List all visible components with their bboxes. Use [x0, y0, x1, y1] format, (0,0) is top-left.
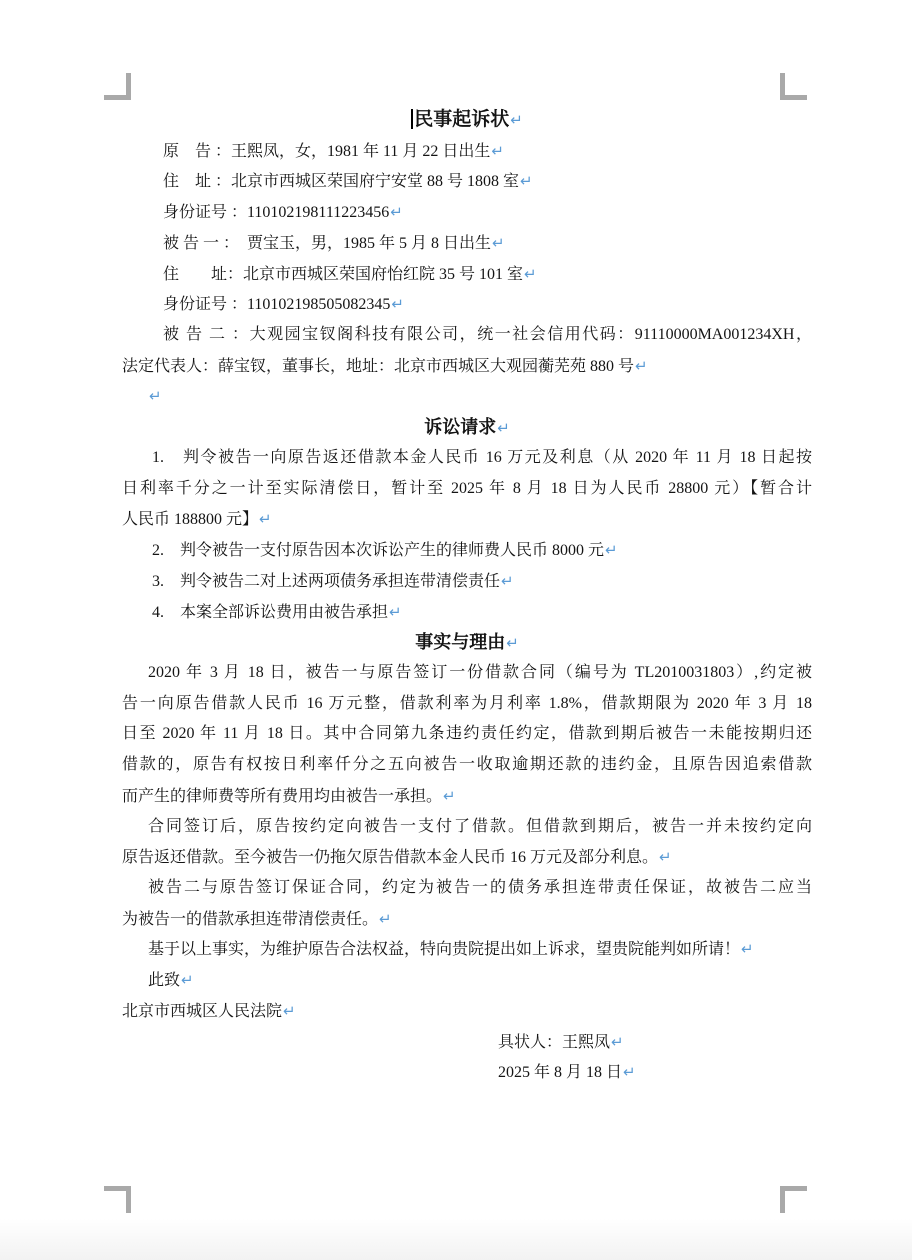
empty-paragraph-line	[122, 381, 812, 412]
claim-item4-line	[122, 597, 812, 628]
paragraph-mark-icon: ↵	[390, 203, 403, 222]
defendant1-address-text: 住 址：北京市西城区荣国府怡红院 35 号 101 室	[163, 265, 524, 283]
claim-item3-text: 3. 判令被告二对上述两项债务承担连带清偿责任	[152, 572, 501, 590]
date-line	[122, 1057, 812, 1088]
salute-text: 此致	[148, 972, 181, 990]
document-title-line	[122, 105, 812, 136]
facts-p1-line-4	[122, 750, 812, 781]
defendant2-line-2	[122, 351, 812, 382]
paragraph-mark-icon: ↵	[443, 786, 456, 805]
claim-item3-line	[122, 566, 812, 597]
paragraph-mark-icon: ↵	[492, 233, 505, 252]
facts-p1-text-2: 告一向原告借款人民币 16 万元整，借款利率为月利率 1.8%，借款期限为 2020 年 3 月 18	[122, 694, 812, 712]
facts-p1-text-5: 而产生的律师费等所有费用均由被告一承担。	[122, 787, 443, 805]
claim-item1-line-1	[122, 443, 812, 474]
facts-p3-text-1: 被告二与原告签订保证合同，约定为被告一的债务承担连带责任保证，故被告二应当	[148, 878, 812, 896]
paragraph-mark-icon: ↵	[510, 111, 523, 129]
facts-p1-text-1: 2020 年 3 月 18 日，被告一与原告签订一份借款合同（编号为 TL2010031803）,约定被	[148, 663, 812, 681]
claims-heading-line	[122, 412, 812, 443]
defendant1-line	[122, 228, 812, 259]
paragraph-mark-icon: ↵	[181, 971, 194, 990]
court-text: 北京市西城区人民法院	[122, 1002, 283, 1020]
claim-item2-line	[122, 535, 812, 566]
paragraph-mark-icon: ↵	[491, 141, 504, 160]
facts-p1-text-3: 日至 2020 年 11 月 18 日。其中合同第九条违约责任约定，借款到期后被告一未能按期归还	[122, 725, 812, 743]
facts-p4-line	[122, 934, 812, 965]
facts-p2-line-1	[122, 812, 812, 843]
paragraph-mark-icon: ↵	[635, 356, 648, 375]
paragraph-mark-icon: ↵	[611, 1032, 624, 1051]
defendant1-id-line	[122, 289, 812, 320]
paragraph-mark-icon: ↵	[379, 909, 392, 928]
facts-p4-text: 基于以上事实，为维护原告合法权益，特向贵院提出如上诉求，望贵院能判如所请！	[148, 941, 741, 959]
paragraph-mark-icon: ↵	[149, 387, 162, 406]
facts-heading-line	[122, 627, 812, 658]
facts-p1-line-2	[122, 689, 812, 720]
paragraph-mark-icon: ↵	[389, 602, 402, 621]
date-text: 2025 年 8 月 18 日	[498, 1064, 623, 1082]
plaintiff-id-line	[122, 197, 812, 228]
paragraph-mark-icon: ↵	[524, 264, 537, 283]
paragraph-mark-icon: ↵	[623, 1063, 636, 1082]
paragraph-mark-icon: ↵	[506, 634, 519, 653]
claim-item1-text-2: 日利率千分之一计至实际清偿日，暂计至 2025 年 8 月 18 日为人民币 28800 元）【暂合计	[122, 479, 812, 497]
document-text-area[interactable]	[122, 105, 812, 1088]
salute-line	[122, 965, 812, 996]
paragraph-mark-icon: ↵	[259, 510, 272, 529]
claims-heading: 诉讼请求	[424, 417, 497, 438]
defendant1-text: 被 告 一 ： 贾宝玉，男，1985 年 5 月 8 日出生	[163, 234, 492, 252]
page-bottom-fade	[0, 1218, 912, 1260]
claim-item1-line-2	[122, 474, 812, 505]
paragraph-mark-icon: ↵	[741, 940, 754, 959]
signer-line	[122, 1027, 812, 1058]
paragraph-mark-icon: ↵	[283, 1001, 296, 1020]
court-line	[122, 996, 812, 1027]
facts-heading: 事实与理由	[415, 632, 506, 653]
plaintiff-line	[122, 136, 812, 167]
paragraph-mark-icon: ↵	[501, 571, 514, 590]
claim-item1-text-3: 人民币 188800 元】	[122, 511, 259, 529]
facts-p1-line-5	[122, 781, 812, 812]
claim-item1-text-1: 1. 判令被告一向原告返还借款本金人民币 16 万元及利息（从 2020 年 11 月 18 日起按	[152, 448, 812, 466]
facts-p3-line-2	[122, 904, 812, 935]
facts-p2-text-2: 原告返还借款。至今被告一仍拖欠原告借款本金人民币 16 万元及部分利息。	[122, 849, 659, 867]
paragraph-mark-icon: ↵	[520, 172, 533, 191]
defendant2-text-2: 法定代表人：薛宝钗，董事长，地址：北京市西城区大观园蘅芜苑 880 号	[122, 357, 635, 375]
plaintiff-id-text: 身份证号 ：110102198111223456	[163, 204, 390, 222]
claim-item2-text: 2. 判令被告一支付原告因本次诉讼产生的律师费人民币 8000 元	[152, 542, 605, 560]
defendant1-address-line	[122, 259, 812, 290]
facts-p1-line-1	[122, 658, 812, 689]
facts-p3-line-1	[122, 873, 812, 904]
crop-mark-top-right-icon	[780, 73, 807, 100]
paragraph-mark-icon: ↵	[391, 295, 404, 314]
facts-p2-text-1: 合同签订后，原告按约定向被告一支付了借款。但借款到期后，被告一并未按约定向	[148, 817, 812, 835]
plaintiff-address-line	[122, 166, 812, 197]
facts-p3-text-2: 为被告一的借款承担连带清偿责任。	[122, 910, 379, 928]
facts-p1-line-3	[122, 719, 812, 750]
defendant2-text-1: 被 告 二 ：大观园宝钗阁科技有限公司，统一社会信用代码：91110000MA001234XH，	[163, 326, 812, 344]
text-cursor	[411, 109, 413, 129]
facts-p1-text-4: 借款的，原告有权按日利率仟分之五向被告一收取逾期还款的违约金，且原告因追索借款	[122, 756, 812, 774]
defendant1-id-text: 身份证号 ：110102198505082345	[163, 296, 391, 314]
claim-item4-text: 4. 本案全部诉讼费用由被告承担	[152, 603, 389, 621]
crop-mark-top-left-icon	[104, 73, 131, 100]
signer-text: 具状人：王熙凤	[498, 1033, 611, 1051]
plaintiff-text: 原 告 ：王熙凤，女，1981 年 11 月 22 日出生	[163, 142, 491, 160]
crop-mark-bottom-right-icon	[780, 1186, 807, 1213]
facts-p2-line-2	[122, 842, 812, 873]
paragraph-mark-icon: ↵	[497, 419, 510, 438]
paragraph-mark-icon: ↵	[659, 848, 672, 867]
document-title: 民事起诉状	[414, 109, 510, 130]
claim-item1-line-3	[122, 504, 812, 535]
crop-mark-bottom-left-icon	[104, 1186, 131, 1213]
plaintiff-address-text: 住 址 ：北京市西城区荣国府宁安堂 88 号 1808 室	[163, 173, 520, 191]
paragraph-mark-icon: ↵	[605, 541, 618, 560]
defendant2-line-1	[122, 320, 812, 351]
